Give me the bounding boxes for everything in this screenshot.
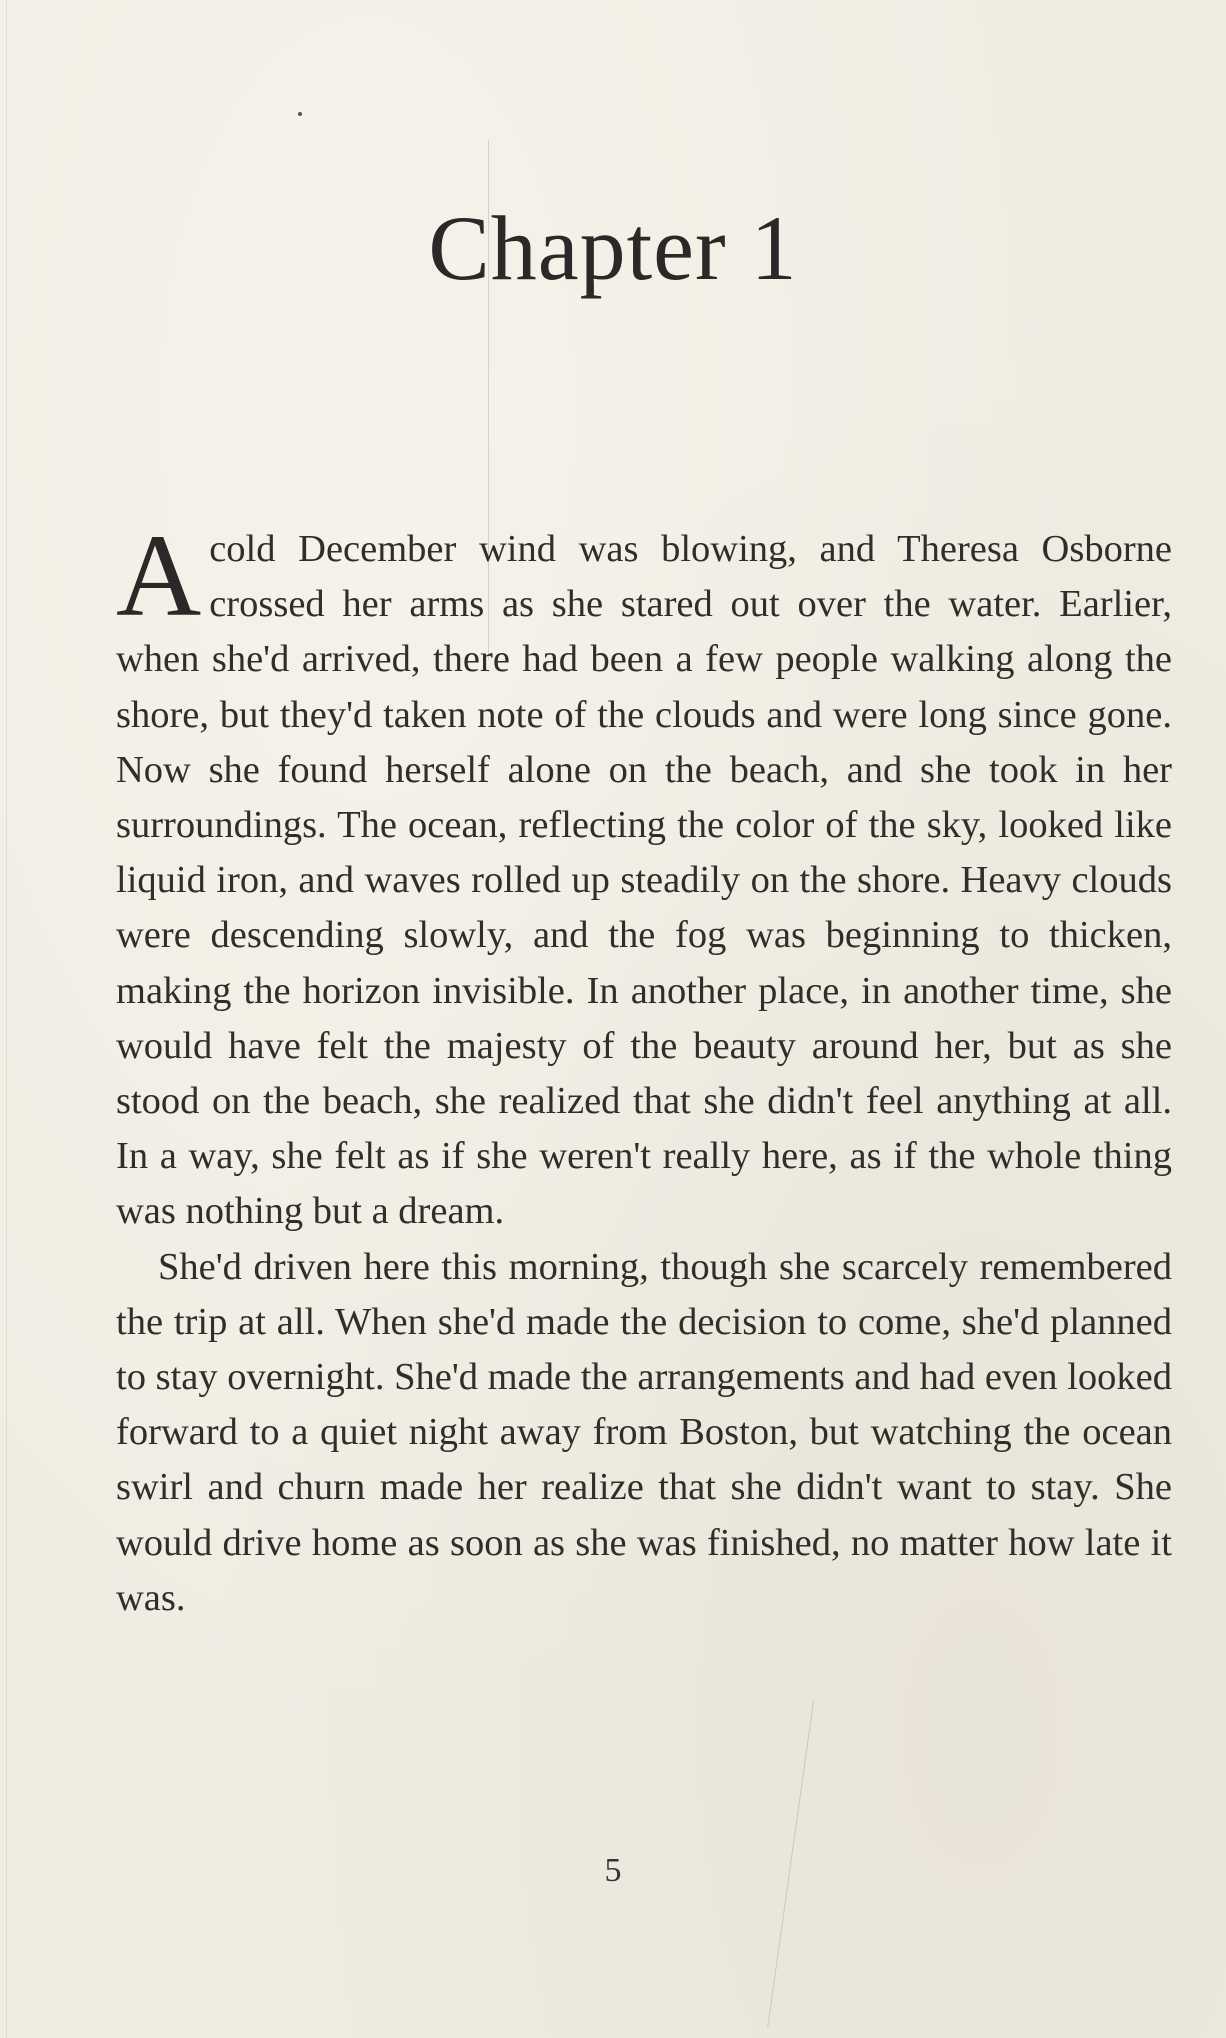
chapter-body: [116, 510, 1172, 1626]
page-number: 5: [604, 1852, 622, 1889]
paragraph-2: She'd driven here this morning, though she scarcely remembered the trip at all. When she'd made the decision to come, she'd planned to stay overnight. She'd made the arrangements and had even looked forward to a quiet night away from Boston, but watching the ocean swirl and churn made her realize that she didn't want to stay. She would drive home as soon as she was finished, no matter how late it was.: [116, 1245, 1172, 1619]
drop-cap: A: [116, 510, 202, 641]
page-crease: [6, 0, 7, 2038]
ink-speck: [298, 112, 302, 116]
paragraph-1: [116, 510, 1172, 1240]
paragraph-1-text: cold December wind was blowing, and Theresa Osborne crossed her arms as she stared out over the water. Earlier, when she'd arrived, there had been a few people walking along the shore, but they'd taken note of the clouds and were long since gone. Now she found herself alone on the beach, and she took in her surroundings. The ocean, reflecting the color of the sky, looked like liquid iron, and waves rolled up steadily on the shore. Heavy clouds were descending slowly, and the fog was beginning to thicken, making the horizon invisible. In another place, in another time, she would have felt the majesty of the beauty around her, but as she stood on the beach, she realized that she didn't feel anything at all. In a way, she felt as if she weren't really here, as if the whole thing was nothing but a dream.: [116, 528, 1172, 1233]
chapter-title: Chapter 1: [428, 197, 798, 299]
